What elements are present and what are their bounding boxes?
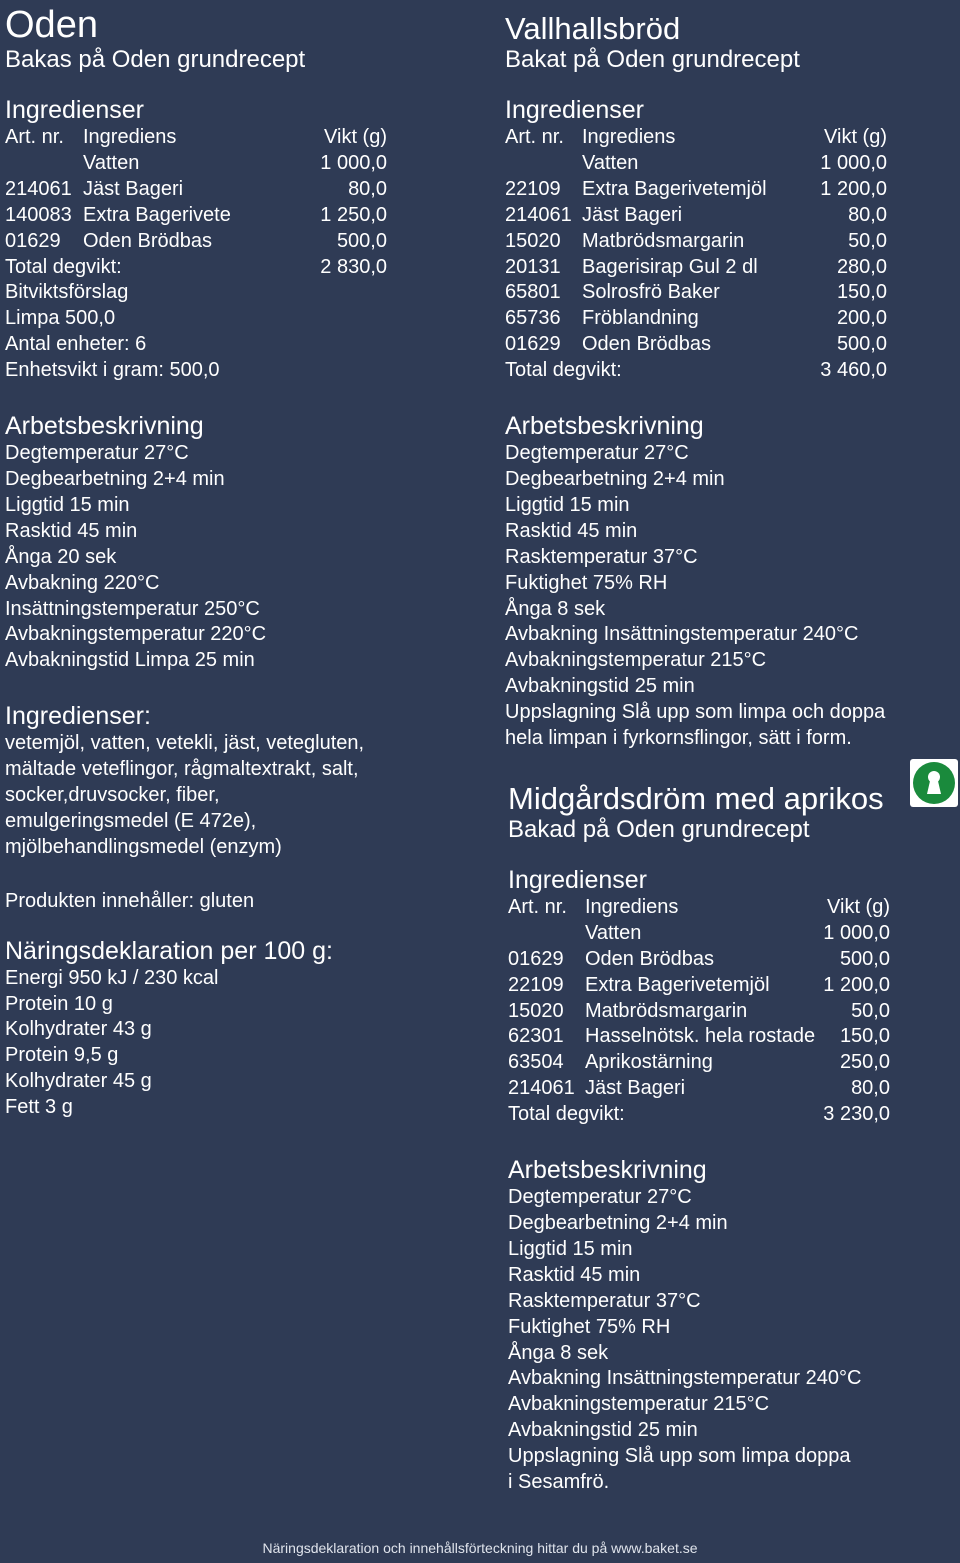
work-step: Avbakningstemperatur 220°C <box>5 623 267 646</box>
recipe-subtitle: Bakad på Oden grundrecept <box>508 815 810 843</box>
nutrition-list <box>5 966 485 1121</box>
col-header-weight: Vikt (g) <box>324 126 387 148</box>
ingredient-name: Matbrödsmargarin <box>585 999 748 1022</box>
work-step: Liggtid 15 min <box>5 493 130 516</box>
work-steps <box>508 1185 950 1496</box>
recipe-subtitle: Bakat på Oden grundrecept <box>505 46 800 73</box>
table-header-row <box>505 125 887 151</box>
total-row <box>5 255 387 281</box>
ingredients-list-line: socker,druvsocker, fiber, <box>5 784 220 807</box>
ingredient-name: Extra Bagerivete <box>83 203 231 226</box>
ingredient-name: Oden Brödbas <box>582 333 711 356</box>
ingredient-weight: 1 000,0 <box>320 151 387 174</box>
ingredients-heading: Ingredienser <box>508 865 647 894</box>
work-step: Rasktid 45 min <box>508 1263 641 1286</box>
keyhole-badge <box>910 759 958 807</box>
info-line: Bitviktsförslag <box>5 281 129 304</box>
table-row <box>5 203 387 229</box>
table-row <box>505 177 887 203</box>
work-step: Rasktid 45 min <box>505 519 638 542</box>
art-number <box>505 151 582 177</box>
ingredient-weight: 1 200,0 <box>820 177 887 200</box>
ingredients-list <box>5 731 485 861</box>
ingredient-weight: 80,0 <box>848 203 887 226</box>
table-row <box>5 151 387 177</box>
work-heading: Arbetsbeskrivning <box>508 1156 707 1185</box>
table-header-row <box>5 125 387 151</box>
art-number: 214061 <box>5 177 72 200</box>
ingredient-name: Oden Brödbas <box>585 947 714 970</box>
info-line: Antal enheter: 6 <box>5 333 147 356</box>
ingredients-list-line: mältade veteflingor, rågmaltextrakt, salt, <box>5 758 359 781</box>
work-step: Avbakningstid Limpa 25 min <box>5 649 255 672</box>
ingredient-name: Solrosfrö Baker <box>582 281 720 304</box>
table-row <box>508 999 890 1025</box>
info-line: Limpa 500,0 <box>5 307 116 330</box>
work-step: Degtemperatur 27°C <box>5 442 189 465</box>
col-header-weight: Vikt (g) <box>824 126 887 148</box>
work-step: Avbakningstid 25 min <box>508 1419 698 1442</box>
total-value: 3 230,0 <box>823 1103 890 1126</box>
ingredient-name: Extra Bagerivetemjöl <box>585 973 770 996</box>
ingredient-weight: 280,0 <box>836 255 887 278</box>
col-header-ingredient: Ingrediens <box>585 895 679 918</box>
table-row <box>508 947 890 973</box>
work-step: Degbearbetning 2+4 min <box>505 467 725 490</box>
work-step: Ånga 8 sek <box>505 597 606 620</box>
art-number: 15020 <box>505 229 561 252</box>
keyhole-icon <box>910 759 958 807</box>
extra-lines <box>5 280 485 384</box>
ingredient-name: Aprikostärning <box>585 1051 713 1074</box>
ingredients-heading: Ingredienser <box>5 96 144 124</box>
recipe-title: Vallhallsbröd <box>505 11 681 46</box>
art-number <box>5 151 83 177</box>
total-value: 2 830,0 <box>320 255 387 278</box>
table-row <box>5 229 387 255</box>
recipe-midgard <box>508 782 950 1496</box>
ingredient-name: Vatten <box>83 151 140 174</box>
table-row <box>505 280 887 306</box>
work-step: Liggtid 15 min <box>505 493 630 516</box>
total-label: Total degvikt: <box>5 255 122 278</box>
ingredient-weight: 500,0 <box>336 229 387 252</box>
work-step: Fuktighet 75% RH <box>508 1315 671 1338</box>
ingredient-weight: 250,0 <box>839 1051 890 1074</box>
table-row <box>505 332 887 358</box>
total-label: Total degvikt: <box>508 1103 625 1126</box>
art-number: 22109 <box>505 177 561 200</box>
work-step: Rasktemperatur 37°C <box>505 545 698 568</box>
ingredient-weight: 500,0 <box>836 333 887 356</box>
col-header-weight: Vikt (g) <box>827 895 890 918</box>
ingredient-name: Jäst Bageri <box>83 177 184 200</box>
nutrition-line: Kolhydrater 45 g <box>5 1070 152 1093</box>
art-number: 65801 <box>505 281 561 304</box>
art-number: 01629 <box>505 333 561 356</box>
work-step: Rasktid 45 min <box>5 519 138 542</box>
art-number: 140083 <box>5 203 72 226</box>
work-heading: Arbetsbeskrivning <box>5 412 204 441</box>
work-step: Insättningstemperatur 250°C <box>5 597 260 620</box>
ingredient-name: Jäst Bageri <box>582 203 683 226</box>
ingredient-name: Extra Bagerivetemjöl <box>582 177 767 200</box>
art-number: 01629 <box>5 229 61 252</box>
ingredient-weight: 500,0 <box>839 947 890 970</box>
work-step: Fuktighet 75% RH <box>505 571 668 594</box>
art-number: 22109 <box>508 973 564 996</box>
ingredients-table <box>508 895 890 1128</box>
ingredients-heading: Ingredienser <box>505 96 644 124</box>
table-row <box>505 151 887 177</box>
ingredients-list-line: mjölbehandlingsmedel (enzym) <box>5 835 282 858</box>
table-row <box>505 229 887 255</box>
table-row <box>508 1050 890 1076</box>
allergen-note: Produkten innehåller: gluten <box>5 889 255 912</box>
work-steps <box>5 441 485 674</box>
work-step: Uppslagning Slå upp som limpa och doppa <box>505 701 886 724</box>
work-step: Avbakningstemperatur 215°C <box>505 649 767 672</box>
footer-note: Näringsdeklaration och innehållsförteckning hittar du på www.baket.se <box>262 1540 698 1556</box>
ingredients-list-line: emulgeringsmedel (E 472e), <box>5 809 257 832</box>
table-header-row <box>508 895 890 921</box>
col-header-art: Art. nr. <box>505 126 564 148</box>
ingredient-weight: 1 000,0 <box>823 921 890 944</box>
work-step: Avbakning Insättningstemperatur 240°C <box>505 623 859 646</box>
ingredient-weight: 50,0 <box>851 999 890 1022</box>
ingredient-weight: 1 250,0 <box>320 203 387 226</box>
work-step: Uppslagning Slå upp som limpa doppa <box>508 1445 851 1468</box>
nutrition-heading: Näringsdeklaration per 100 g: <box>5 936 333 965</box>
table-row <box>505 255 887 281</box>
recipe-title: Midgårdsdröm med aprikos <box>508 780 884 816</box>
nutrition-line: Energi 950 kJ / 230 kcal <box>5 966 219 989</box>
work-step: Avbakningstid 25 min <box>505 675 695 698</box>
ingredient-weight: 1 000,0 <box>820 151 887 174</box>
ingredient-weight: 200,0 <box>836 307 887 330</box>
work-heading: Arbetsbeskrivning <box>505 412 704 441</box>
work-step: i Sesamfrö. <box>508 1471 610 1494</box>
art-number: 20131 <box>505 255 561 278</box>
ingredient-name: Fröblandning <box>582 307 699 330</box>
ingredient-weight: 1 200,0 <box>823 973 890 996</box>
ingredients-table <box>505 125 887 384</box>
ingredients-list-line: vetemjöl, vatten, vetekli, jäst, vetegluten, <box>5 732 365 755</box>
table-row <box>5 177 387 203</box>
table-row <box>508 921 890 947</box>
col-header-ingredient: Ingrediens <box>582 126 676 148</box>
col-header-art: Art. nr. <box>5 126 64 148</box>
total-row <box>505 358 887 384</box>
work-step: Liggtid 15 min <box>508 1237 633 1260</box>
work-step: hela limpan i fyrkornsflingor, sätt i form. <box>505 727 852 750</box>
ingredient-name: Matbrödsmargarin <box>582 229 745 252</box>
recipe-column-right <box>505 0 950 1496</box>
ingredient-name: Vatten <box>582 151 639 174</box>
ingredient-name: Oden Brödbas <box>83 229 212 252</box>
ingredient-name: Jäst Bageri <box>585 1077 686 1100</box>
work-step: Avbakning 220°C <box>5 571 160 594</box>
recipe-subtitle: Bakas på Oden grundrecept <box>5 46 306 73</box>
work-step: Degtemperatur 27°C <box>505 442 689 465</box>
work-step: Degbearbetning 2+4 min <box>508 1212 728 1234</box>
info-line: Enhetsvikt i gram: 500,0 <box>5 359 220 382</box>
art-number: 214061 <box>505 203 572 226</box>
art-number: 214061 <box>508 1077 575 1100</box>
art-number: 63504 <box>508 1051 564 1074</box>
art-number: 65736 <box>505 307 561 330</box>
ingredient-name: Hasselnötsk. hela rostade <box>585 1025 816 1048</box>
art-number <box>508 921 585 947</box>
table-row <box>505 203 887 229</box>
work-step: Rasktemperatur 37°C <box>508 1289 701 1312</box>
total-value: 3 460,0 <box>820 359 887 382</box>
art-number: 01629 <box>508 947 564 970</box>
col-header-ingredient: Ingrediens <box>83 126 177 148</box>
nutrition-line: Kolhydrater 43 g <box>5 1018 152 1041</box>
total-row <box>508 1102 890 1128</box>
nutrition-line: Fett 3 g <box>5 1096 73 1119</box>
total-label: Total degvikt: <box>505 359 622 382</box>
recipe-vallhall <box>505 12 950 752</box>
recipe-oden <box>5 0 485 1121</box>
ingredient-weight: 80,0 <box>851 1077 890 1100</box>
ingredient-name: Vatten <box>585 921 642 944</box>
table-row <box>508 1024 890 1050</box>
work-step: Ånga 20 sek <box>5 545 117 568</box>
work-step: Degbearbetning 2+4 min <box>5 467 225 490</box>
ingredient-name: Bagerisirap Gul 2 dl <box>582 255 758 278</box>
nutrition-line: Protein 10 g <box>5 992 113 1015</box>
table-row <box>508 1076 890 1102</box>
ingredient-weight: 80,0 <box>348 177 387 200</box>
work-step: Degtemperatur 27°C <box>508 1186 692 1209</box>
work-step: Ånga 8 sek <box>508 1341 609 1364</box>
col-header-art: Art. nr. <box>508 895 567 918</box>
nutrition-line: Protein 9,5 g <box>5 1044 119 1067</box>
ingredient-weight: 150,0 <box>836 281 887 304</box>
art-number: 15020 <box>508 999 564 1022</box>
ingredients-list-heading: Ingredienser: <box>5 702 151 731</box>
table-row <box>508 973 890 999</box>
work-step: Avbakning Insättningstemperatur 240°C <box>508 1367 862 1390</box>
ingredient-weight: 50,0 <box>848 229 887 252</box>
table-row <box>505 306 887 332</box>
work-steps <box>505 441 950 752</box>
recipe-title: Oden <box>5 4 98 46</box>
work-step: Avbakningstemperatur 215°C <box>508 1393 770 1416</box>
art-number: 62301 <box>508 1025 564 1048</box>
ingredient-weight: 150,0 <box>839 1025 890 1048</box>
ingredients-table <box>5 125 387 280</box>
